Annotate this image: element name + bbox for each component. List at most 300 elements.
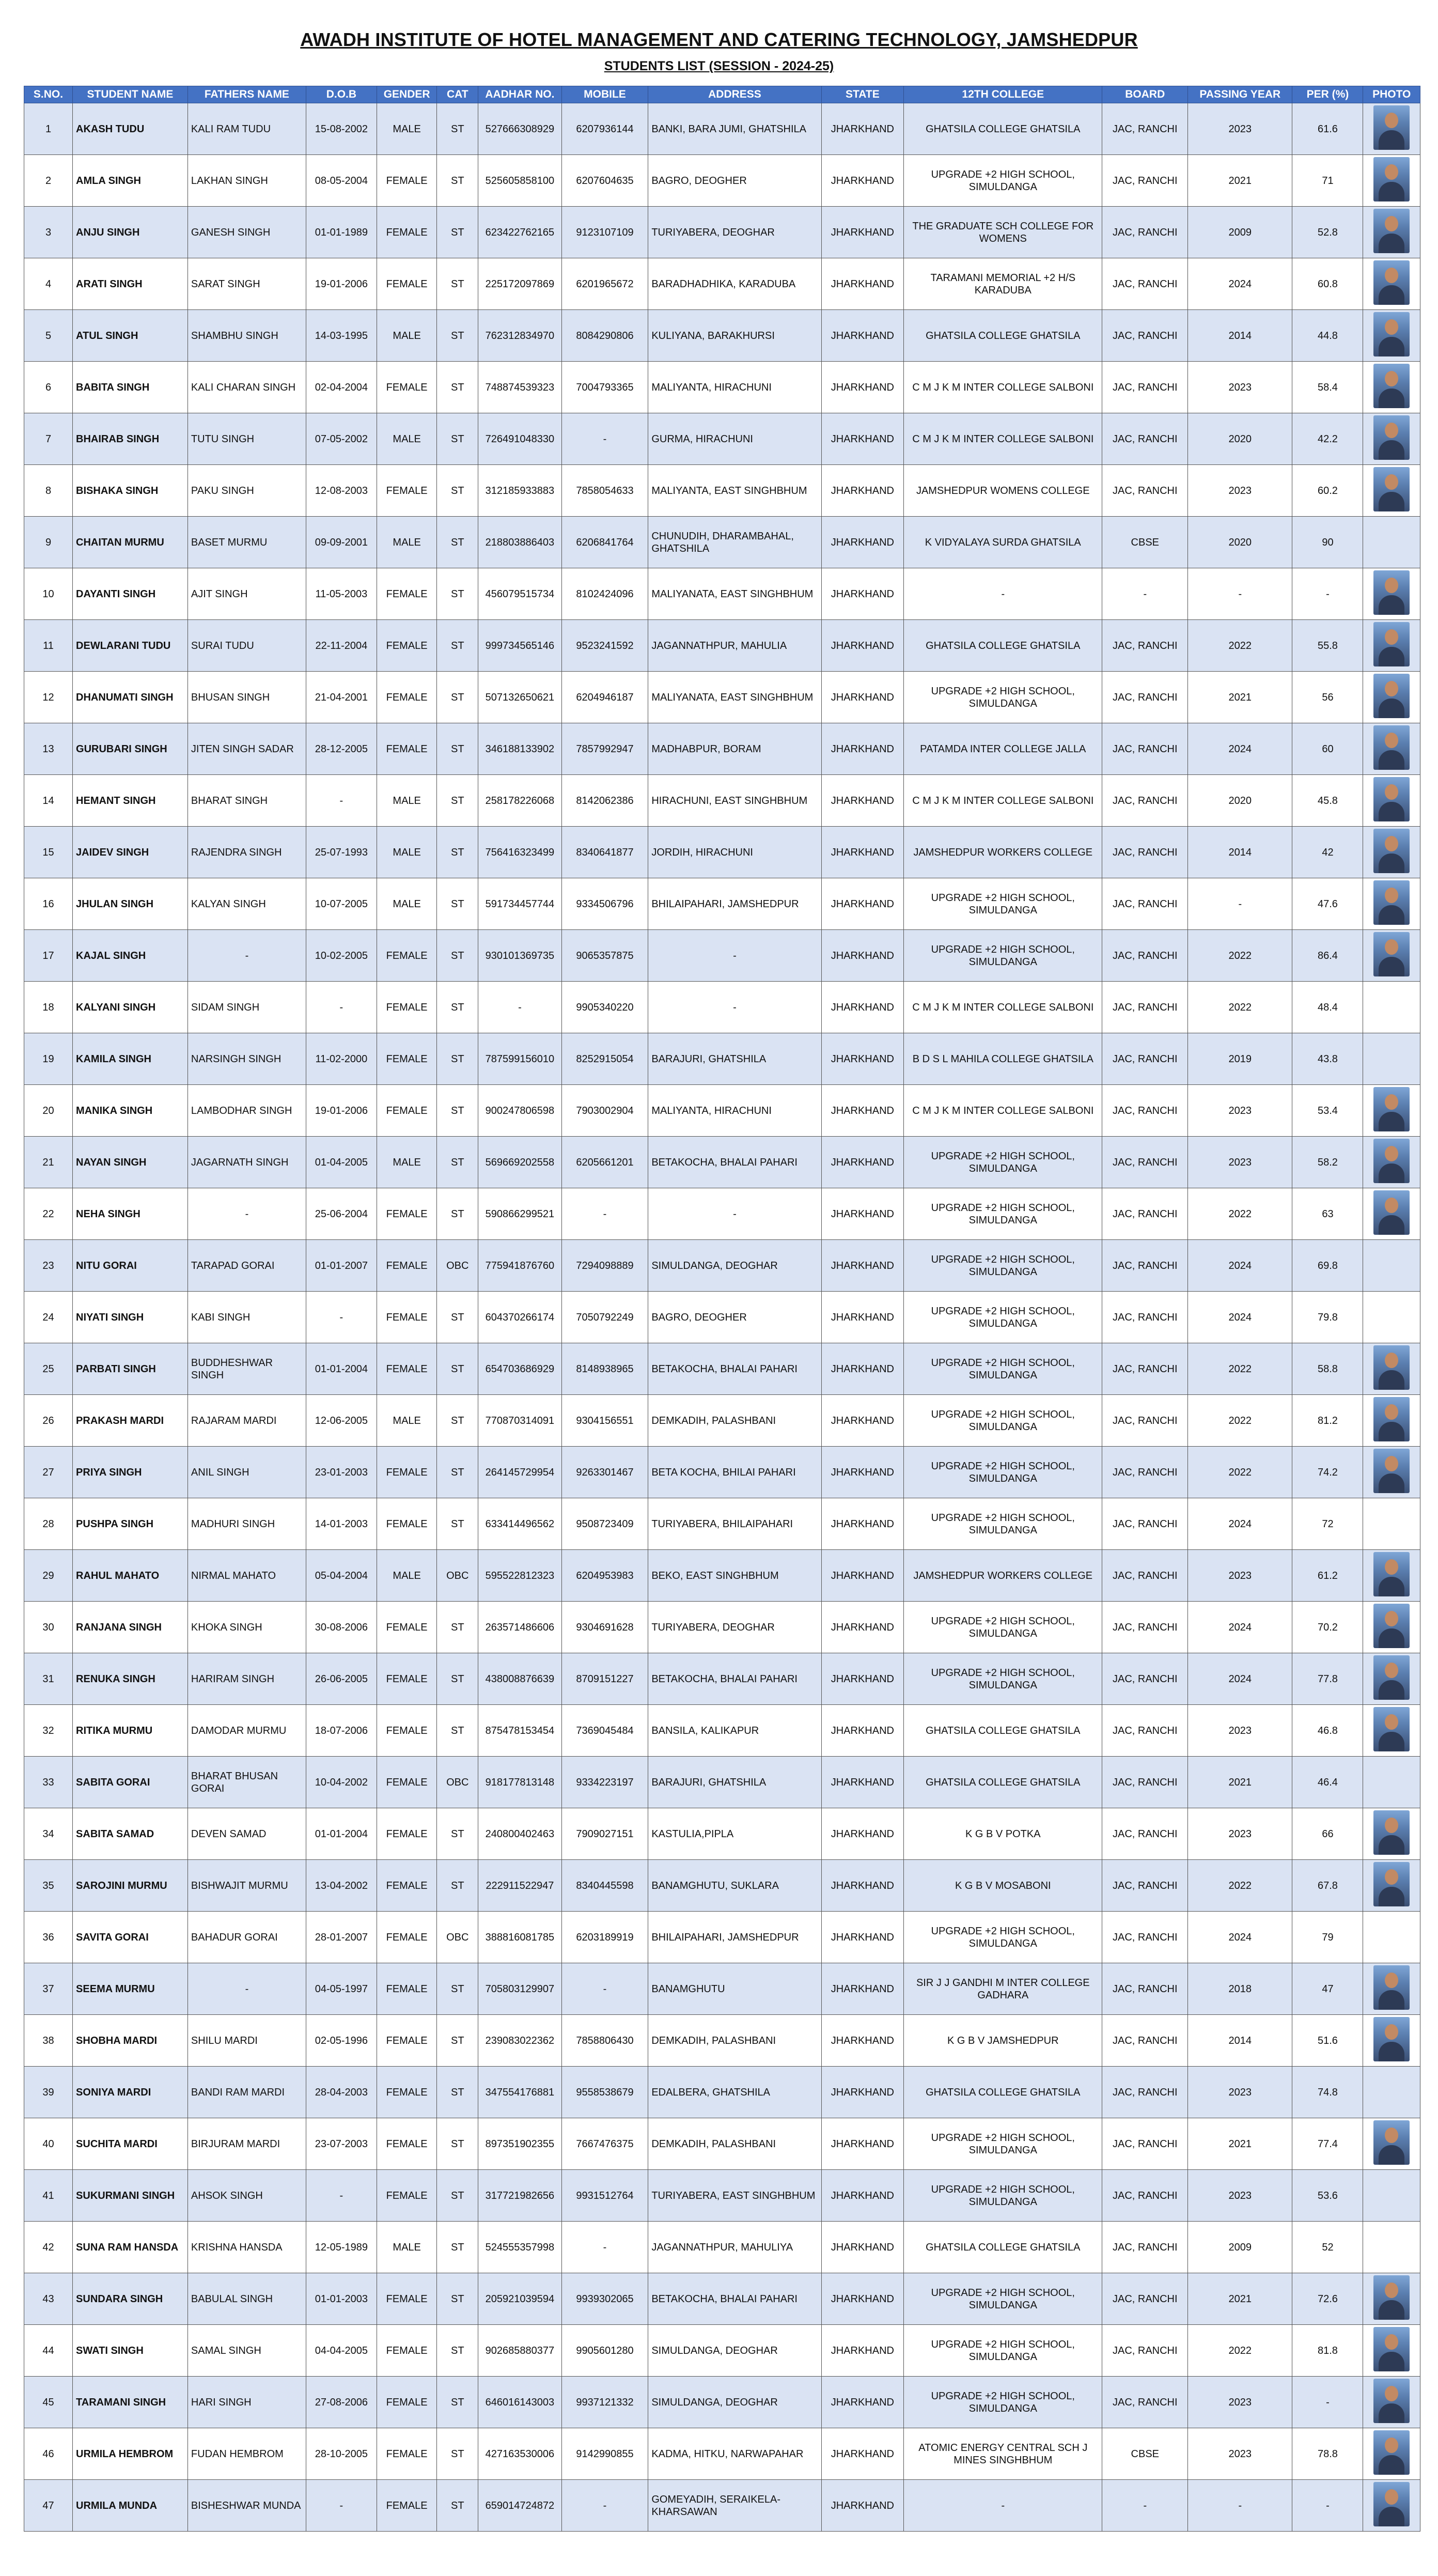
college-name-cell: GHATSILA COLLEGE GHATSILA: [904, 1705, 1102, 1757]
address-cell: KULIYANA, BARAKHURSI: [648, 310, 821, 362]
percentage-cell: 71: [1292, 155, 1363, 207]
passing-year-cell: 2018: [1188, 1963, 1292, 2015]
aadhar-number-cell: 527666308929: [478, 103, 562, 155]
passing-year-cell: 2024: [1188, 723, 1292, 775]
date-of-birth-cell: 30-08-2006: [306, 1602, 377, 1653]
passing-year-cell: -: [1188, 2480, 1292, 2532]
father-name-cell: KALYAN SINGH: [187, 878, 306, 930]
passing-year-cell: 2022: [1188, 1395, 1292, 1447]
column-header: AADHAR NO.: [478, 86, 562, 103]
aadhar-number-cell: 524555357998: [478, 2222, 562, 2273]
date-of-birth-cell: 13-04-2002: [306, 1860, 377, 1912]
table-row: [24, 1757, 1420, 1808]
serial-number-cell: 21: [24, 1137, 73, 1188]
student-name-cell: NITU GORAI: [73, 1240, 188, 1292]
photo-cell: [1363, 1447, 1420, 1498]
gender-cell: FEMALE: [377, 723, 437, 775]
date-of-birth-cell: 15-08-2002: [306, 103, 377, 155]
category-cell: ST: [437, 1188, 478, 1240]
table-row: [24, 1653, 1420, 1705]
category-cell: ST: [437, 568, 478, 620]
state-cell: JHARKHAND: [821, 2118, 903, 2170]
serial-number-cell: 20: [24, 1085, 73, 1137]
mobile-number-cell: 9939302065: [561, 2273, 648, 2325]
board-cell: JAC, RANCHI: [1102, 723, 1188, 775]
address-cell: BHILAIPAHARI, JAMSHEDPUR: [648, 878, 821, 930]
percentage-cell: -: [1292, 2480, 1363, 2532]
father-name-cell: RAJENDRA SINGH: [187, 827, 306, 878]
board-cell: JAC, RANCHI: [1102, 827, 1188, 878]
date-of-birth-cell: 11-02-2000: [306, 1033, 377, 1085]
state-cell: JHARKHAND: [821, 2067, 903, 2118]
photo-cell: [1363, 775, 1420, 827]
aadhar-number-cell: 346188133902: [478, 723, 562, 775]
gender-cell: FEMALE: [377, 672, 437, 723]
passing-year-cell: 2024: [1188, 1912, 1292, 1963]
father-name-cell: SHILU MARDI: [187, 2015, 306, 2067]
date-of-birth-cell: 23-01-2003: [306, 1447, 377, 1498]
aadhar-number-cell: 748874539323: [478, 362, 562, 413]
mobile-number-cell: 9142990855: [561, 2428, 648, 2480]
college-name-cell: GHATSILA COLLEGE GHATSILA: [904, 620, 1102, 672]
student-photo: [1373, 312, 1410, 356]
state-cell: JHARKHAND: [821, 827, 903, 878]
gender-cell: MALE: [377, 775, 437, 827]
column-header: FATHERS NAME: [187, 86, 306, 103]
passing-year-cell: 2020: [1188, 413, 1292, 465]
table-row: [24, 1602, 1420, 1653]
aadhar-number-cell: 222911522947: [478, 1860, 562, 1912]
father-name-cell: BHUSAN SINGH: [187, 672, 306, 723]
photo-cell: [1363, 1912, 1420, 1963]
passing-year-cell: 2023: [1188, 2170, 1292, 2222]
student-photo: [1373, 2379, 1410, 2423]
category-cell: ST: [437, 2480, 478, 2532]
board-cell: JAC, RANCHI: [1102, 1137, 1188, 1188]
table-row: [24, 1395, 1420, 1447]
student-photo: [1373, 1707, 1410, 1751]
percentage-cell: 72.6: [1292, 2273, 1363, 2325]
photo-cell: [1363, 1085, 1420, 1137]
address-cell: BEKO, EAST SINGHBHUM: [648, 1550, 821, 1602]
student-name-cell: URMILA HEMBROM: [73, 2428, 188, 2480]
date-of-birth-cell: 19-01-2006: [306, 258, 377, 310]
gender-cell: FEMALE: [377, 1292, 437, 1343]
photo-cell: [1363, 2273, 1420, 2325]
address-cell: BETAKOCHA, BHALAI PAHARI: [648, 1343, 821, 1395]
board-cell: -: [1102, 568, 1188, 620]
mobile-number-cell: 7667476375: [561, 2118, 648, 2170]
mobile-number-cell: 9508723409: [561, 1498, 648, 1550]
student-name-cell: NIYATI SINGH: [73, 1292, 188, 1343]
date-of-birth-cell: 01-01-2004: [306, 1808, 377, 1860]
percentage-cell: 58.2: [1292, 1137, 1363, 1188]
mobile-number-cell: 8084290806: [561, 310, 648, 362]
address-cell: GOMEYADIH, SERAIKELA-KHARSAWAN: [648, 2480, 821, 2532]
table-row: [24, 2118, 1420, 2170]
percentage-cell: 61.2: [1292, 1550, 1363, 1602]
student-photo: [1373, 1655, 1410, 1700]
father-name-cell: BISHWAJIT MURMU: [187, 1860, 306, 1912]
college-name-cell: GHATSILA COLLEGE GHATSILA: [904, 2067, 1102, 2118]
passing-year-cell: 2021: [1188, 2273, 1292, 2325]
date-of-birth-cell: 01-01-1989: [306, 207, 377, 258]
board-cell: CBSE: [1102, 517, 1188, 568]
gender-cell: FEMALE: [377, 1240, 437, 1292]
student-photo: [1373, 1087, 1410, 1131]
date-of-birth-cell: 25-07-1993: [306, 827, 377, 878]
state-cell: JHARKHAND: [821, 2428, 903, 2480]
percentage-cell: 74.8: [1292, 2067, 1363, 2118]
mobile-number-cell: 9523241592: [561, 620, 648, 672]
college-name-cell: UPGRADE +2 HIGH SCHOOL, SIMULDANGA: [904, 1292, 1102, 1343]
mobile-number-cell: 9558538679: [561, 2067, 648, 2118]
passing-year-cell: 2014: [1188, 827, 1292, 878]
mobile-number-cell: 9304691628: [561, 1602, 648, 1653]
column-header: STUDENT NAME: [73, 86, 188, 103]
college-name-cell: UPGRADE +2 HIGH SCHOOL, SIMULDANGA: [904, 1343, 1102, 1395]
table-row: [24, 155, 1420, 207]
college-name-cell: UPGRADE +2 HIGH SCHOOL, SIMULDANGA: [904, 1653, 1102, 1705]
photo-cell: [1363, 2377, 1420, 2428]
passing-year-cell: 2024: [1188, 258, 1292, 310]
father-name-cell: KABI SINGH: [187, 1292, 306, 1343]
aadhar-number-cell: 775941876760: [478, 1240, 562, 1292]
percentage-cell: 51.6: [1292, 2015, 1363, 2067]
percentage-cell: -: [1292, 568, 1363, 620]
state-cell: JHARKHAND: [821, 1602, 903, 1653]
serial-number-cell: 22: [24, 1188, 73, 1240]
category-cell: ST: [437, 258, 478, 310]
date-of-birth-cell: -: [306, 775, 377, 827]
photo-cell: [1363, 1860, 1420, 1912]
date-of-birth-cell: 01-01-2007: [306, 1240, 377, 1292]
passing-year-cell: -: [1188, 878, 1292, 930]
student-photo: [1373, 1139, 1410, 1183]
state-cell: JHARKHAND: [821, 2170, 903, 2222]
table-row: [24, 103, 1420, 155]
student-name-cell: DHANUMATI SINGH: [73, 672, 188, 723]
photo-cell: [1363, 568, 1420, 620]
board-cell: JAC, RANCHI: [1102, 2273, 1188, 2325]
state-cell: JHARKHAND: [821, 465, 903, 517]
student-photo: [1373, 467, 1410, 511]
table-row: [24, 1963, 1420, 2015]
category-cell: ST: [437, 1498, 478, 1550]
address-cell: BETAKOCHA, BHALAI PAHARI: [648, 1137, 821, 1188]
address-cell: KADMA, HITKU, NARWAPAHAR: [648, 2428, 821, 2480]
student-name-cell: BABITA SINGH: [73, 362, 188, 413]
percentage-cell: 60.2: [1292, 465, 1363, 517]
category-cell: ST: [437, 2428, 478, 2480]
board-cell: JAC, RANCHI: [1102, 2222, 1188, 2273]
category-cell: ST: [437, 620, 478, 672]
passing-year-cell: 2021: [1188, 1757, 1292, 1808]
board-cell: JAC, RANCHI: [1102, 1757, 1188, 1808]
student-photo: [1373, 1862, 1410, 1906]
passing-year-cell: 2022: [1188, 930, 1292, 982]
passing-year-cell: 2023: [1188, 1808, 1292, 1860]
board-cell: JAC, RANCHI: [1102, 1343, 1188, 1395]
state-cell: JHARKHAND: [821, 2273, 903, 2325]
percentage-cell: 44.8: [1292, 310, 1363, 362]
aadhar-number-cell: 875478153454: [478, 1705, 562, 1757]
category-cell: ST: [437, 930, 478, 982]
passing-year-cell: 2023: [1188, 1085, 1292, 1137]
date-of-birth-cell: 28-10-2005: [306, 2428, 377, 2480]
aadhar-number-cell: 633414496562: [478, 1498, 562, 1550]
address-cell: TURIYABERA, BHILAIPAHARI: [648, 1498, 821, 1550]
column-header: BOARD: [1102, 86, 1188, 103]
photo-cell: [1363, 465, 1420, 517]
board-cell: JAC, RANCHI: [1102, 2377, 1188, 2428]
student-name-cell: SAROJINI MURMU: [73, 1860, 188, 1912]
table-row: [24, 1292, 1420, 1343]
state-cell: JHARKHAND: [821, 672, 903, 723]
mobile-number-cell: 9905601280: [561, 2325, 648, 2377]
aadhar-number-cell: 595522812323: [478, 1550, 562, 1602]
state-cell: JHARKHAND: [821, 620, 903, 672]
college-name-cell: UPGRADE +2 HIGH SCHOOL, SIMULDANGA: [904, 1447, 1102, 1498]
aadhar-number-cell: 726491048330: [478, 413, 562, 465]
serial-number-cell: 10: [24, 568, 73, 620]
student-name-cell: SONIYA MARDI: [73, 2067, 188, 2118]
address-cell: BAGRO, DEOGHER: [648, 1292, 821, 1343]
table-row: [24, 2170, 1420, 2222]
mobile-number-cell: 7858054633: [561, 465, 648, 517]
address-cell: GURMA, HIRACHUNI: [648, 413, 821, 465]
percentage-cell: 52.8: [1292, 207, 1363, 258]
state-cell: JHARKHAND: [821, 103, 903, 155]
father-name-cell: -: [187, 1188, 306, 1240]
category-cell: ST: [437, 2015, 478, 2067]
father-name-cell: SURAI TUDU: [187, 620, 306, 672]
mobile-number-cell: 9334223197: [561, 1757, 648, 1808]
photo-cell: [1363, 1343, 1420, 1395]
mobile-number-cell: -: [561, 1963, 648, 2015]
college-name-cell: K G B V POTKA: [904, 1808, 1102, 1860]
gender-cell: MALE: [377, 2222, 437, 2273]
mobile-number-cell: 9304156551: [561, 1395, 648, 1447]
serial-number-cell: 3: [24, 207, 73, 258]
table-row: [24, 827, 1420, 878]
photo-cell: [1363, 1550, 1420, 1602]
father-name-cell: -: [187, 930, 306, 982]
mobile-number-cell: 9937121332: [561, 2377, 648, 2428]
college-name-cell: UPGRADE +2 HIGH SCHOOL, SIMULDANGA: [904, 1912, 1102, 1963]
state-cell: JHARKHAND: [821, 878, 903, 930]
passing-year-cell: 2019: [1188, 1033, 1292, 1085]
category-cell: ST: [437, 103, 478, 155]
serial-number-cell: 40: [24, 2118, 73, 2170]
serial-number-cell: 33: [24, 1757, 73, 1808]
student-name-cell: DEWLARANI TUDU: [73, 620, 188, 672]
photo-cell: [1363, 1757, 1420, 1808]
college-name-cell: THE GRADUATE SCH COLLEGE FOR WOMENS: [904, 207, 1102, 258]
mobile-number-cell: 6204953983: [561, 1550, 648, 1602]
student-photo: [1373, 2275, 1410, 2320]
serial-number-cell: 12: [24, 672, 73, 723]
category-cell: ST: [437, 878, 478, 930]
board-cell: JAC, RANCHI: [1102, 672, 1188, 723]
column-header: PASSING YEAR: [1188, 86, 1292, 103]
percentage-cell: 74.2: [1292, 1447, 1363, 1498]
mobile-number-cell: 8142062386: [561, 775, 648, 827]
father-name-cell: JITEN SINGH SADAR: [187, 723, 306, 775]
category-cell: ST: [437, 2118, 478, 2170]
aadhar-number-cell: 918177813148: [478, 1757, 562, 1808]
category-cell: ST: [437, 155, 478, 207]
student-photo: [1373, 1604, 1410, 1648]
college-name-cell: UPGRADE +2 HIGH SCHOOL, SIMULDANGA: [904, 1498, 1102, 1550]
aadhar-number-cell: 312185933883: [478, 465, 562, 517]
category-cell: OBC: [437, 1240, 478, 1292]
category-cell: ST: [437, 1085, 478, 1137]
date-of-birth-cell: 14-01-2003: [306, 1498, 377, 1550]
college-name-cell: TARAMANI MEMORIAL +2 H/S KARADUBA: [904, 258, 1102, 310]
date-of-birth-cell: 01-01-2004: [306, 1343, 377, 1395]
college-name-cell: C M J K M INTER COLLEGE SALBONI: [904, 413, 1102, 465]
percentage-cell: 77.8: [1292, 1653, 1363, 1705]
college-name-cell: -: [904, 568, 1102, 620]
aadhar-number-cell: 263571486606: [478, 1602, 562, 1653]
college-name-cell: UPGRADE +2 HIGH SCHOOL, SIMULDANGA: [904, 1188, 1102, 1240]
board-cell: JAC, RANCHI: [1102, 1240, 1188, 1292]
student-photo: [1373, 725, 1410, 770]
photo-cell: [1363, 1498, 1420, 1550]
aadhar-number-cell: 427163530006: [478, 2428, 562, 2480]
mobile-number-cell: 6206841764: [561, 517, 648, 568]
student-name-cell: RANJANA SINGH: [73, 1602, 188, 1653]
father-name-cell: DAMODAR MURMU: [187, 1705, 306, 1757]
category-cell: ST: [437, 2222, 478, 2273]
percentage-cell: 47.6: [1292, 878, 1363, 930]
father-name-cell: BAHADUR GORAI: [187, 1912, 306, 1963]
address-cell: SIMULDANGA, DEOGHAR: [648, 2377, 821, 2428]
mobile-number-cell: 7004793365: [561, 362, 648, 413]
board-cell: JAC, RANCHI: [1102, 1705, 1188, 1757]
serial-number-cell: 35: [24, 1860, 73, 1912]
father-name-cell: TUTU SINGH: [187, 413, 306, 465]
gender-cell: FEMALE: [377, 1705, 437, 1757]
father-name-cell: FUDAN HEMBROM: [187, 2428, 306, 2480]
category-cell: ST: [437, 413, 478, 465]
father-name-cell: KHOKA SINGH: [187, 1602, 306, 1653]
board-cell: CBSE: [1102, 2428, 1188, 2480]
board-cell: JAC, RANCHI: [1102, 2325, 1188, 2377]
serial-number-cell: 36: [24, 1912, 73, 1963]
father-name-cell: KALI CHARAN SINGH: [187, 362, 306, 413]
serial-number-cell: 34: [24, 1808, 73, 1860]
student-photo: [1373, 260, 1410, 305]
address-cell: BETA KOCHA, BHILAI PAHARI: [648, 1447, 821, 1498]
mobile-number-cell: 9065357875: [561, 930, 648, 982]
table-row: [24, 1137, 1420, 1188]
student-name-cell: ANJU SINGH: [73, 207, 188, 258]
date-of-birth-cell: 01-01-2003: [306, 2273, 377, 2325]
gender-cell: FEMALE: [377, 1343, 437, 1395]
date-of-birth-cell: 02-04-2004: [306, 362, 377, 413]
photo-cell: [1363, 1705, 1420, 1757]
aadhar-number-cell: 205921039594: [478, 2273, 562, 2325]
percentage-cell: 58.4: [1292, 362, 1363, 413]
serial-number-cell: 8: [24, 465, 73, 517]
gender-cell: FEMALE: [377, 1912, 437, 1963]
category-cell: ST: [437, 723, 478, 775]
passing-year-cell: 2023: [1188, 1705, 1292, 1757]
photo-cell: [1363, 1808, 1420, 1860]
table-row: [24, 930, 1420, 982]
student-photo: [1373, 2327, 1410, 2371]
aadhar-number-cell: 770870314091: [478, 1395, 562, 1447]
student-name-cell: SUNA RAM HANSDA: [73, 2222, 188, 2273]
serial-number-cell: 11: [24, 620, 73, 672]
category-cell: ST: [437, 1343, 478, 1395]
aadhar-number-cell: 623422762165: [478, 207, 562, 258]
college-name-cell: SIR J J GANDHI M INTER COLLEGE GADHARA: [904, 1963, 1102, 2015]
gender-cell: FEMALE: [377, 2118, 437, 2170]
gender-cell: FEMALE: [377, 2170, 437, 2222]
table-row: [24, 2377, 1420, 2428]
student-photo: [1373, 1552, 1410, 1596]
table-row: [24, 1705, 1420, 1757]
date-of-birth-cell: -: [306, 1292, 377, 1343]
passing-year-cell: 2022: [1188, 1343, 1292, 1395]
category-cell: ST: [437, 2325, 478, 2377]
passing-year-cell: 2023: [1188, 1137, 1292, 1188]
board-cell: JAC, RANCHI: [1102, 930, 1188, 982]
address-cell: MALIYANTA, HIRACHUNI: [648, 362, 821, 413]
state-cell: JHARKHAND: [821, 2377, 903, 2428]
mobile-number-cell: 7858806430: [561, 2015, 648, 2067]
photo-cell: [1363, 1137, 1420, 1188]
board-cell: JAC, RANCHI: [1102, 2015, 1188, 2067]
column-header: 12TH COLLEGE: [904, 86, 1102, 103]
percentage-cell: 53.4: [1292, 1085, 1363, 1137]
father-name-cell: SIDAM SINGH: [187, 982, 306, 1033]
passing-year-cell: 2020: [1188, 517, 1292, 568]
percentage-cell: 90: [1292, 517, 1363, 568]
table-row: [24, 1033, 1420, 1085]
student-name-cell: SHOBHA MARDI: [73, 2015, 188, 2067]
photo-cell: [1363, 1188, 1420, 1240]
state-cell: JHARKHAND: [821, 258, 903, 310]
state-cell: JHARKHAND: [821, 1240, 903, 1292]
student-photo: [1373, 2482, 1410, 2526]
category-cell: ST: [437, 310, 478, 362]
student-name-cell: PUSHPA SINGH: [73, 1498, 188, 1550]
serial-number-cell: 1: [24, 103, 73, 155]
serial-number-cell: 24: [24, 1292, 73, 1343]
student-name-cell: KALYANI SINGH: [73, 982, 188, 1033]
date-of-birth-cell: -: [306, 982, 377, 1033]
category-cell: ST: [437, 1808, 478, 1860]
address-cell: BANSILA, KALIKAPUR: [648, 1705, 821, 1757]
aadhar-number-cell: 264145729954: [478, 1447, 562, 1498]
category-cell: ST: [437, 1963, 478, 2015]
photo-cell: [1363, 620, 1420, 672]
college-name-cell: C M J K M INTER COLLEGE SALBONI: [904, 1085, 1102, 1137]
address-cell: CHUNUDIH, DHARAMBAHAL, GHATSHILA: [648, 517, 821, 568]
category-cell: OBC: [437, 1912, 478, 1963]
date-of-birth-cell: 10-07-2005: [306, 878, 377, 930]
serial-number-cell: 16: [24, 878, 73, 930]
student-name-cell: SUCHITA MARDI: [73, 2118, 188, 2170]
mobile-number-cell: 6201965672: [561, 258, 648, 310]
category-cell: ST: [437, 465, 478, 517]
date-of-birth-cell: 08-05-2004: [306, 155, 377, 207]
board-cell: JAC, RANCHI: [1102, 413, 1188, 465]
